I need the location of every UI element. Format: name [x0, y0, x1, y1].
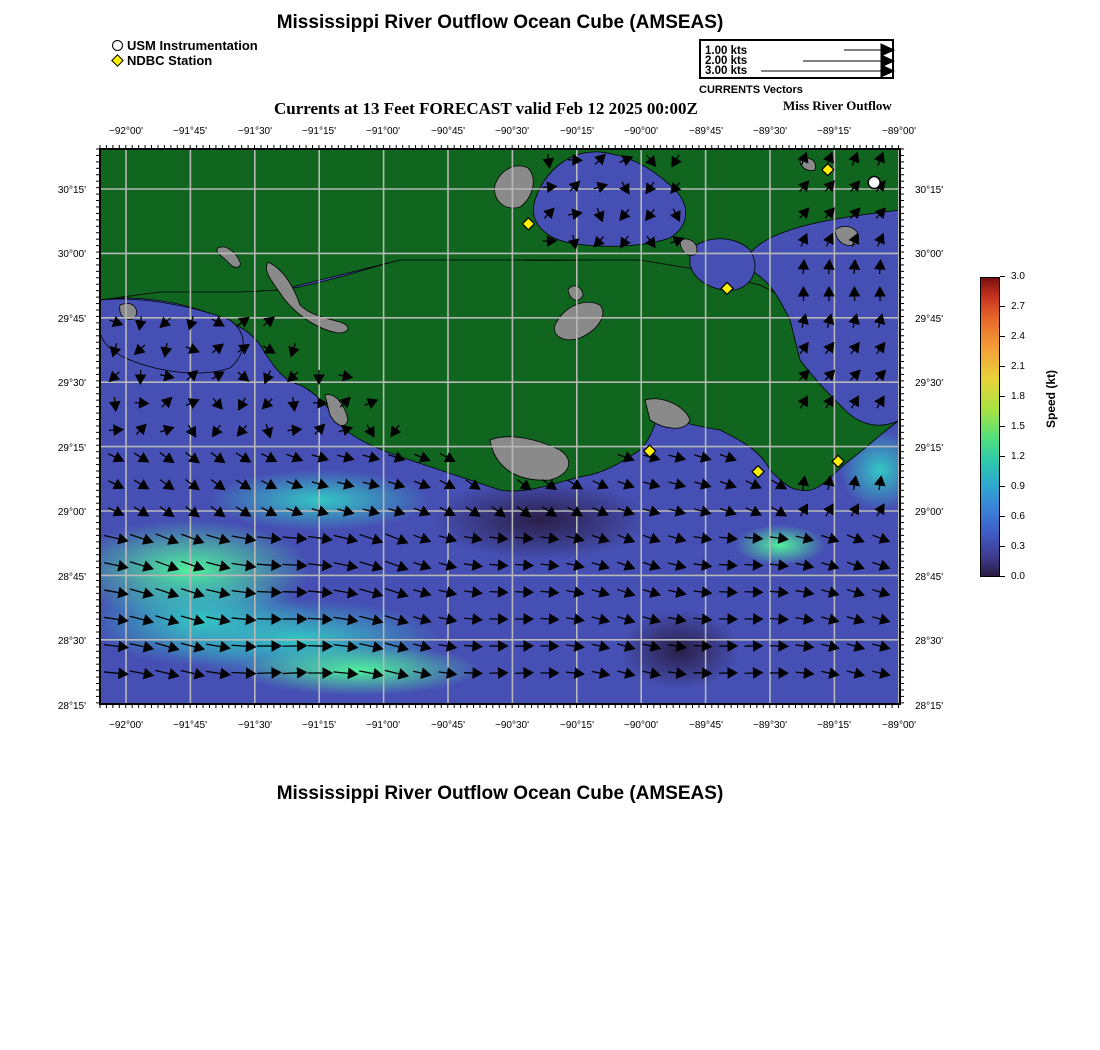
colorbar-tick: 1.8	[1000, 391, 1025, 402]
x-label-top: −90°00'	[624, 126, 658, 137]
x-label-bottom: −89°30'	[753, 720, 787, 731]
colorbar-tick: 0.3	[1000, 541, 1025, 552]
x-label-bottom: −91°15'	[302, 720, 336, 731]
chart-title: Mississippi River Outflow Ocean Cube (AMSEAS)	[276, 12, 724, 33]
colorbar-tick: 2.4	[1000, 331, 1025, 342]
x-label-bottom: −90°45'	[431, 720, 465, 731]
y-label-right: 30°15'	[915, 185, 944, 196]
x-label-bottom: −90°00'	[624, 720, 658, 731]
y-label-left: 29°15'	[57, 443, 86, 454]
vector-key-caption: CURRENTS Vectors	[699, 84, 803, 96]
colorbar-label: Speed (kt)	[1044, 369, 1058, 428]
x-label-top: −90°30'	[495, 126, 529, 137]
y-label-right: 29°15'	[915, 443, 944, 454]
speed-patch	[430, 480, 650, 560]
y-label-right: 28°30'	[915, 636, 944, 647]
y-label-right: 29°00'	[915, 507, 944, 518]
x-label-bottom: −90°30'	[495, 720, 529, 731]
y-label-right: 29°45'	[915, 314, 944, 325]
y-label-left: 29°45'	[57, 314, 86, 325]
x-label-bottom: −89°45'	[689, 720, 723, 731]
y-label-left: 29°00'	[57, 507, 86, 518]
y-label-left: 29°30'	[57, 378, 86, 389]
x-label-bottom: −89°00'	[882, 720, 916, 731]
y-label-left: 28°15'	[57, 701, 86, 712]
colorbar-tick: 0.6	[1000, 511, 1025, 522]
x-label-bottom: −91°45'	[173, 720, 207, 731]
x-label-bottom: −89°15'	[817, 720, 851, 731]
x-label-top: −91°30'	[238, 126, 272, 137]
colorbar-tick: 0.0	[1000, 571, 1025, 582]
colorbar-tick: 1.5	[1000, 421, 1025, 432]
x-label-top: −89°45'	[689, 126, 723, 137]
legend-ndbc-label: NDBC Station	[127, 53, 213, 68]
x-label-top: −90°15'	[560, 126, 594, 137]
y-label-left: 30°15'	[57, 185, 86, 196]
x-label-bottom: −91°30'	[238, 720, 272, 731]
colorbar-tick: 2.7	[1000, 301, 1025, 312]
map-field	[70, 149, 920, 704]
region-label: Miss River Outflow	[783, 98, 892, 113]
x-label-top: −90°45'	[431, 126, 465, 137]
x-label-top: −91°15'	[302, 126, 336, 137]
colorbar-tick: 0.9	[1000, 481, 1025, 492]
x-label-bottom: −91°00'	[366, 720, 400, 731]
forecast-subtitle: Currents at 13 Feet FORECAST valid Feb 12 2025 00:00Z	[274, 99, 698, 118]
x-label-top: −92°00'	[109, 126, 143, 137]
usm-station-marker[interactable]	[868, 177, 880, 189]
vector-key-label-1: 1.00 kts	[705, 45, 748, 57]
y-label-right: 28°45'	[915, 572, 944, 583]
y-label-left: 28°30'	[57, 636, 86, 647]
vector-key-label-3: 3.00 kts	[705, 65, 748, 77]
y-label-left: 28°45'	[57, 572, 86, 583]
x-label-top: −89°00'	[882, 126, 916, 137]
x-label-top: −89°15'	[817, 126, 851, 137]
y-label-left: 30°00'	[57, 249, 86, 260]
speed-patch	[735, 525, 825, 565]
y-label-right: 29°30'	[915, 378, 944, 389]
x-label-bottom: −92°00'	[109, 720, 143, 731]
repeat-title: Mississippi River Outflow Ocean Cube (AMSEAS)	[276, 783, 724, 804]
x-label-top: −91°00'	[366, 126, 400, 137]
x-label-top: −91°45'	[173, 126, 207, 137]
colorbar-tick: 1.2	[1000, 451, 1025, 462]
y-label-right: 28°15'	[915, 701, 944, 712]
x-label-top: −89°30'	[753, 126, 787, 137]
x-label-bottom: −90°15'	[560, 720, 594, 731]
colorbar-tick: 2.1	[1000, 361, 1025, 372]
colorbar-tick: 3.0	[1000, 271, 1025, 282]
legend-usm-label: USM Instrumentation	[127, 38, 258, 53]
y-label-right: 30°00'	[915, 249, 944, 260]
speed-colorbar	[980, 277, 1000, 577]
vector-key-label-2: 2.00 kts	[705, 55, 748, 67]
